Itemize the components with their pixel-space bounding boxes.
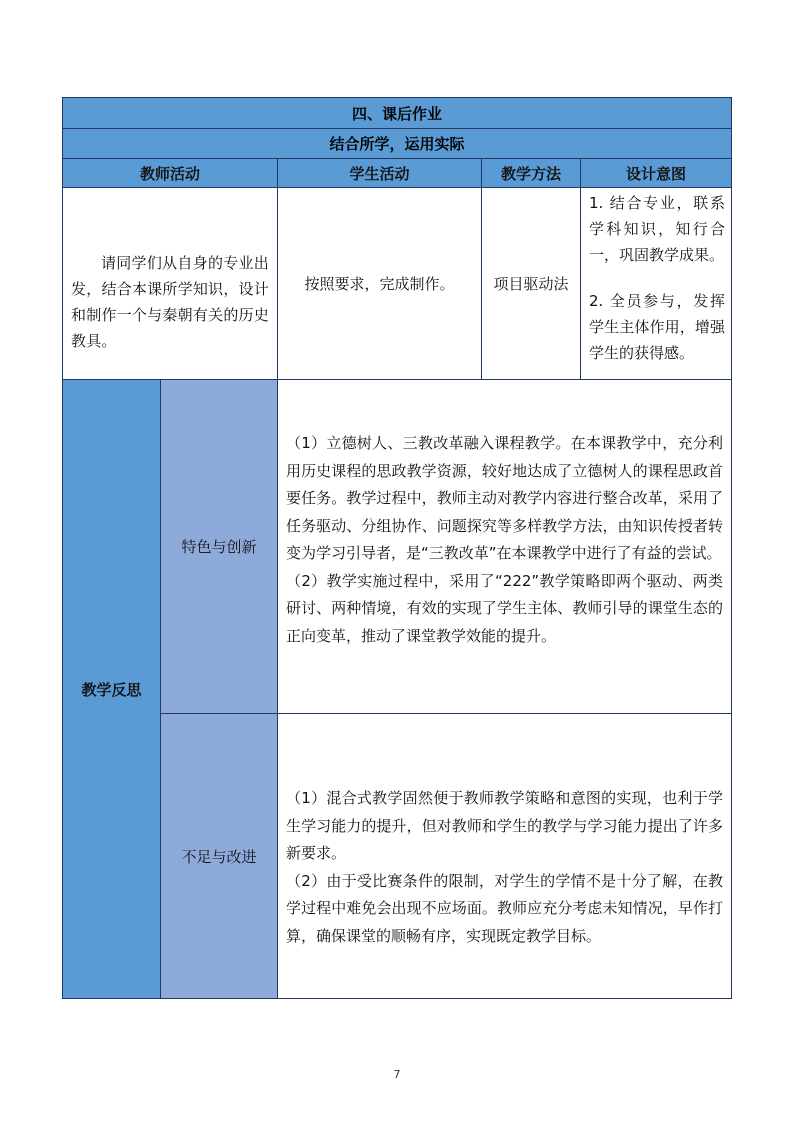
section-title-text: 四、课后作业 [351, 104, 442, 123]
student-activity-cell [277, 187, 482, 380]
improvement-paragraph-2: （2）由于受比赛条件的限制，对学生的学情不是十分了解，在教学过程中难免会出现不应场面。教师应充分考虑未知情况，早作打算，确保课堂的顺畅有序，实现既定教学目标。 [286, 871, 723, 945]
method-text: 项目驱动法 [493, 274, 569, 293]
teacher-activity-cell [62, 187, 278, 380]
header-intent [580, 158, 732, 188]
header-teacher-activity [62, 158, 278, 188]
intent-cell [580, 187, 732, 380]
innovation-label-cell [160, 379, 278, 714]
method-cell [481, 187, 581, 380]
header-student-label: 学生活动 [349, 164, 410, 183]
header-student-activity [277, 158, 482, 188]
improvement-label: 不足与改进 [181, 847, 257, 866]
innovation-label: 特色与创新 [181, 538, 257, 556]
teacher-activity-text: 请同学们从自身的专业出发，结合本课所学知识，设计和制作一个与秦朝有关的历史教具。 [71, 254, 269, 350]
intent-point-2: 2. 全员参与，发挥学生主体作用，增强学生的获得感。 [589, 292, 725, 362]
page-number: 7 [393, 1068, 401, 1081]
section-subtitle [62, 128, 732, 159]
section-subtitle-text: 结合所学，运用实际 [329, 135, 465, 153]
reflection-label-cell [62, 379, 161, 999]
header-intent-label: 设计意图 [625, 164, 686, 183]
reflection-label: 教学反思 [81, 680, 142, 699]
header-method [481, 158, 581, 188]
improvement-label-cell [160, 713, 278, 999]
innovation-content-cell [277, 379, 732, 714]
improvement-content-cell [277, 713, 732, 999]
improvement-paragraph-1: （1）混合式教学固然便于教师教学策略和意图的实现，也利于学生学习能力的提升，但对教师和学生的教学与学习能力提出了许多新要求。 [286, 789, 723, 862]
innovation-paragraph-2: （2）教学实施过程中，采用了“222”教学策略即两个驱动、两类研讨、两种情境，有效的实现了学生主体、教师引导的课堂生态的正向变革，推动了课堂教学效能的提升。 [286, 571, 723, 645]
section-title [62, 97, 732, 129]
header-teacher-label: 教师活动 [139, 164, 200, 183]
student-activity-text: 按照要求，完成制作。 [304, 274, 455, 293]
header-method-label: 教学方法 [500, 164, 561, 183]
innovation-paragraph-1: （1）立德树人、三教改革融入课程教学。在本课教学中，充分利用历史课程的思政教学资源，较好地达成了立德树人的课程思政首要任务。教学过程中，教师主动对教学内容进行整合改革，采用了任务驱动、分组协作、问题探究等多样教学方法，由知识传授者转变为学习引导者，是“三教改革”在本课教学中进行了有益的尝试。 [286, 434, 723, 562]
intent-point-1: 1. 结合专业，联系学科知识，知行合一，巩固教学成果。 [589, 194, 725, 264]
